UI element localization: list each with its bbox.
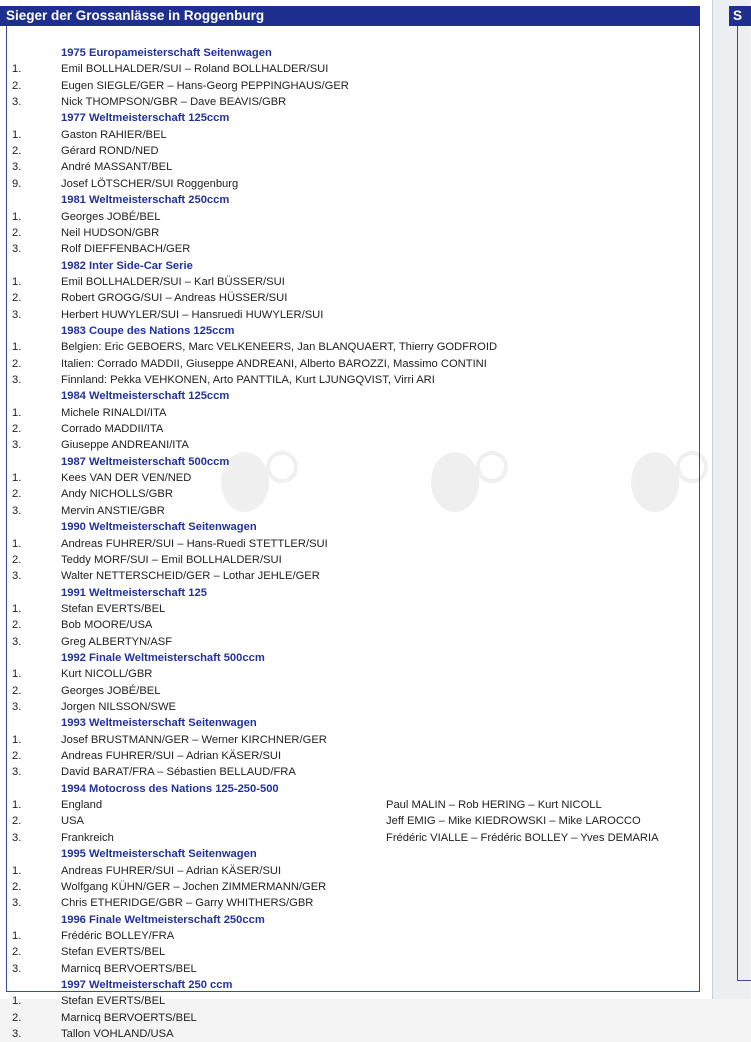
result-name: Andreas FUHRER/SUI – Hans-Ruedi STETTLER/SUI xyxy=(61,537,328,550)
result-name: England xyxy=(61,799,103,812)
result-name: Bob MOORE/USA xyxy=(61,619,153,632)
result-name: Stefan EVERTS/BEL xyxy=(61,995,166,1008)
result-row xyxy=(0,356,700,372)
event-title: 1981 Weltmeisterschaft 250ccm xyxy=(61,194,230,207)
result-name: Robert GROGG/SUI – Andreas HÜSSER/SUI xyxy=(61,292,288,305)
event-title: 1977 Weltmeisterschaft 125ccm xyxy=(61,112,230,125)
result-rank: 2. xyxy=(12,145,22,158)
result-name: Corrado MADDII/ITA xyxy=(61,423,164,436)
result-name: Andreas FUHRER/SUI – Adrian KÄSER/SUI xyxy=(61,864,282,877)
result-row xyxy=(0,748,700,764)
adjacent-page-frame xyxy=(737,26,751,981)
event-title: 1995 Weltmeisterschaft Seitenwagen xyxy=(61,848,257,861)
result-name: Neil HUDSON/GBR xyxy=(61,226,160,239)
result-row xyxy=(0,470,700,486)
result-name: Belgien: Eric GEBOERS, Marc VELKENEERS, Jan BLANQUAERT, Thierry GODFROID xyxy=(61,341,498,354)
result-rank: 1. xyxy=(12,995,22,1008)
result-rank: 1. xyxy=(12,733,22,746)
result-rank: 1. xyxy=(12,406,22,419)
result-row xyxy=(0,372,700,388)
result-name: Chris ETHERIDGE/GBR – Garry WHITHERS/GBR xyxy=(61,897,314,910)
result-row xyxy=(0,225,700,241)
result-rank: 1. xyxy=(12,799,22,812)
result-row xyxy=(0,993,700,1009)
result-row xyxy=(0,486,700,502)
result-name: Gérard ROND/NED xyxy=(61,145,159,158)
result-row xyxy=(0,241,700,257)
result-name: Nick THOMPSON/GBR – Dave BEAVIS/GBR xyxy=(61,96,287,109)
result-row xyxy=(0,421,700,437)
result-rank: 1. xyxy=(12,602,22,615)
result-row xyxy=(0,666,700,682)
result-name: Rolf DIEFFENBACH/GER xyxy=(61,243,191,256)
result-row xyxy=(0,928,700,944)
result-row xyxy=(0,863,700,879)
result-team-members: Jeff EMIG – Mike KIEDROWSKI – Mike LAROCCO xyxy=(386,815,641,828)
result-rank: 2. xyxy=(12,750,22,763)
result-name: Andreas FUHRER/SUI – Adrian KÄSER/SUI xyxy=(61,750,282,763)
result-rank: 3. xyxy=(12,439,22,452)
result-row xyxy=(0,437,700,453)
result-name: Frédéric BOLLEY/FRA xyxy=(61,929,175,942)
result-row xyxy=(0,617,700,633)
result-name: Georges JOBÉ/BEL xyxy=(61,210,161,223)
event-title: 1992 Finale Weltmeisterschaft 500ccm xyxy=(61,651,265,664)
result-name: Gaston RAHIER/BEL xyxy=(61,128,167,141)
result-rank: 1. xyxy=(12,537,22,550)
result-row xyxy=(0,78,700,94)
result-row xyxy=(0,307,700,323)
page-title: Sieger der Grossanlässe in Roggenburg xyxy=(0,6,700,26)
result-team-members: Frédéric VIALLE – Frédéric BOLLEY – Yves DEMARIA xyxy=(386,831,659,844)
event-title: 1982 Inter Side-Car Serie xyxy=(61,259,193,272)
result-name: Stefan EVERTS/BEL xyxy=(61,946,166,959)
result-rank: 3. xyxy=(12,243,22,256)
result-name: Kees VAN DER VEN/NED xyxy=(61,472,192,485)
result-rank: 9. xyxy=(12,177,22,190)
result-rank: 3. xyxy=(12,701,22,713)
adjacent-page-edge xyxy=(712,0,750,999)
result-name: USA xyxy=(61,815,85,828)
result-name: Tallon VOHLAND/USA xyxy=(61,1028,174,1040)
result-row xyxy=(0,274,700,290)
result-row xyxy=(0,634,700,650)
result-rank: 2. xyxy=(12,292,22,305)
result-rank: 2. xyxy=(12,553,22,566)
result-rank: 2. xyxy=(12,226,22,239)
result-name: Stefan EVERTS/BEL xyxy=(61,602,166,615)
result-row xyxy=(0,552,700,568)
result-rank: 3. xyxy=(12,308,22,321)
result-name: David BARAT/FRA – Sébastien BELLAUD/FRA xyxy=(61,766,296,779)
result-rank: 1. xyxy=(12,63,22,76)
event-title: 1993 Weltmeisterschaft Seitenwagen xyxy=(61,717,257,730)
result-name: Josef BRUSTMANN/GER – Werner KIRCHNER/GER xyxy=(61,733,327,746)
result-rank: 3. xyxy=(12,962,22,975)
result-rank: 2. xyxy=(12,619,22,632)
result-row xyxy=(0,209,700,225)
result-rank: 2. xyxy=(12,946,22,959)
result-row xyxy=(0,568,700,584)
result-team-members: Paul MALIN – Rob HERING – Kurt NICOLL xyxy=(386,799,602,812)
event-title: 1996 Finale Weltmeisterschaft 250ccm xyxy=(61,913,265,926)
event-title: 1983 Coupe des Nations 125ccm xyxy=(61,324,235,337)
result-row xyxy=(0,732,700,748)
result-row xyxy=(0,143,700,159)
result-row xyxy=(0,1026,700,1042)
result-name: Eugen SIEGLE/GER – Hans-Georg PEPPINGHAUS/GER xyxy=(61,79,349,92)
result-row xyxy=(0,683,700,699)
result-name: André MASSANT/BEL xyxy=(61,161,173,174)
result-row xyxy=(0,405,700,421)
result-name: Jorgen NILSSON/SWE xyxy=(61,701,177,713)
result-name: Josef LÖTSCHER/SUI Roggenburg xyxy=(61,177,239,190)
result-row xyxy=(0,94,700,110)
result-row xyxy=(0,797,700,813)
result-name: Emil BOLLHALDER/SUI – Karl BÜSSER/SUI xyxy=(61,275,285,288)
result-rank: 2. xyxy=(12,357,22,370)
result-rank: 2. xyxy=(12,684,22,697)
result-rank: 1. xyxy=(12,210,22,223)
result-rank: 1. xyxy=(12,668,22,681)
result-row xyxy=(0,813,700,829)
result-row xyxy=(0,944,700,960)
result-rank: 3. xyxy=(12,570,22,583)
event-title: 1984 Weltmeisterschaft 125ccm xyxy=(61,390,230,403)
result-row xyxy=(0,503,700,519)
result-name: Greg ALBERTYN/ASF xyxy=(61,635,173,648)
result-row xyxy=(0,830,700,846)
result-row xyxy=(0,601,700,617)
result-row xyxy=(0,879,700,895)
result-name: Georges JOBÉ/BEL xyxy=(61,684,161,697)
result-name: Marnicq BERVOERTS/BEL xyxy=(61,1011,197,1024)
result-row xyxy=(0,159,700,175)
result-name: Mervin ANSTIE/GBR xyxy=(61,504,165,517)
result-row xyxy=(0,895,700,911)
event-title: 1994 Motocross des Nations 125-250-500 xyxy=(61,782,279,795)
result-rank: 2. xyxy=(12,423,22,436)
result-rank: 3. xyxy=(12,897,22,910)
result-row xyxy=(0,536,700,552)
result-rank: 3. xyxy=(12,635,22,648)
result-rank: 2. xyxy=(12,815,22,828)
result-rank: 3. xyxy=(12,374,22,386)
result-rank: 3. xyxy=(12,831,22,844)
result-row xyxy=(0,290,700,306)
result-name: Andy NICHOLLS/GBR xyxy=(61,488,173,501)
result-rank: 3. xyxy=(12,161,22,174)
result-name: Teddy MORF/SUI – Emil BOLLHALDER/SUI xyxy=(61,553,282,566)
result-rank: 2. xyxy=(12,488,22,501)
result-rank: 3. xyxy=(12,766,22,779)
result-name: Giuseppe ANDREANI/ITA xyxy=(61,439,189,452)
result-row xyxy=(0,699,700,715)
result-name: Walter NETTERSCHEID/GER – Lothar JEHLE/GER xyxy=(61,570,320,583)
result-name: Finnland: Pekka VEHKONEN, Arto PANTTILA, Kurt LJUNGQVIST, Virri ARI xyxy=(61,374,435,386)
result-name: Michele RINALDI/ITA xyxy=(61,406,167,419)
result-rank: 1. xyxy=(12,275,22,288)
result-name: Italien: Corrado MADDII, Giuseppe ANDREANI, Alberto BAROZZI, Massimo CONTINI xyxy=(61,357,487,370)
result-rank: 1. xyxy=(12,472,22,485)
result-rank: 1. xyxy=(12,341,22,354)
result-name: Marnicq BERVOERTS/BEL xyxy=(61,962,197,975)
result-row xyxy=(0,127,700,143)
event-title: 1990 Weltmeisterschaft Seitenwagen xyxy=(61,521,257,534)
event-title: 1975 Europameisterschaft Seitenwagen xyxy=(61,47,272,59)
result-name: Kurt NICOLL/GBR xyxy=(61,668,153,681)
result-rank: 1. xyxy=(12,864,22,877)
result-name: Herbert HUWYLER/SUI – Hansruedi HUWYLER/SUI xyxy=(61,308,324,321)
result-rank: 1. xyxy=(12,128,22,141)
event-title: 1997 Weltmeisterschaft 250 ccm xyxy=(61,978,233,991)
result-rank: 2. xyxy=(12,79,22,92)
event-title: 1987 Weltmeisterschaft 500ccm xyxy=(61,455,230,468)
result-row xyxy=(0,1010,700,1026)
result-name: Frankreich xyxy=(61,831,114,844)
event-title: 1991 Weltmeisterschaft 125 xyxy=(61,586,207,599)
result-row xyxy=(0,176,700,192)
result-rank: 3. xyxy=(12,96,22,109)
adjacent-page-title: S xyxy=(729,6,751,26)
result-rank: 1. xyxy=(12,929,22,942)
result-row xyxy=(0,339,700,355)
result-rank: 3. xyxy=(12,1028,22,1040)
result-rank: 2. xyxy=(12,1011,22,1024)
result-name: Emil BOLLHALDER/SUI – Roland BOLLHALDER/SUI xyxy=(61,63,329,76)
result-name: Wolfgang KÜHN/GER – Jochen ZIMMERMANN/GER xyxy=(61,880,327,893)
result-row xyxy=(0,764,700,780)
result-row xyxy=(0,961,700,977)
result-rank: 2. xyxy=(12,880,22,893)
result-row xyxy=(0,61,700,77)
result-rank: 3. xyxy=(12,504,22,517)
